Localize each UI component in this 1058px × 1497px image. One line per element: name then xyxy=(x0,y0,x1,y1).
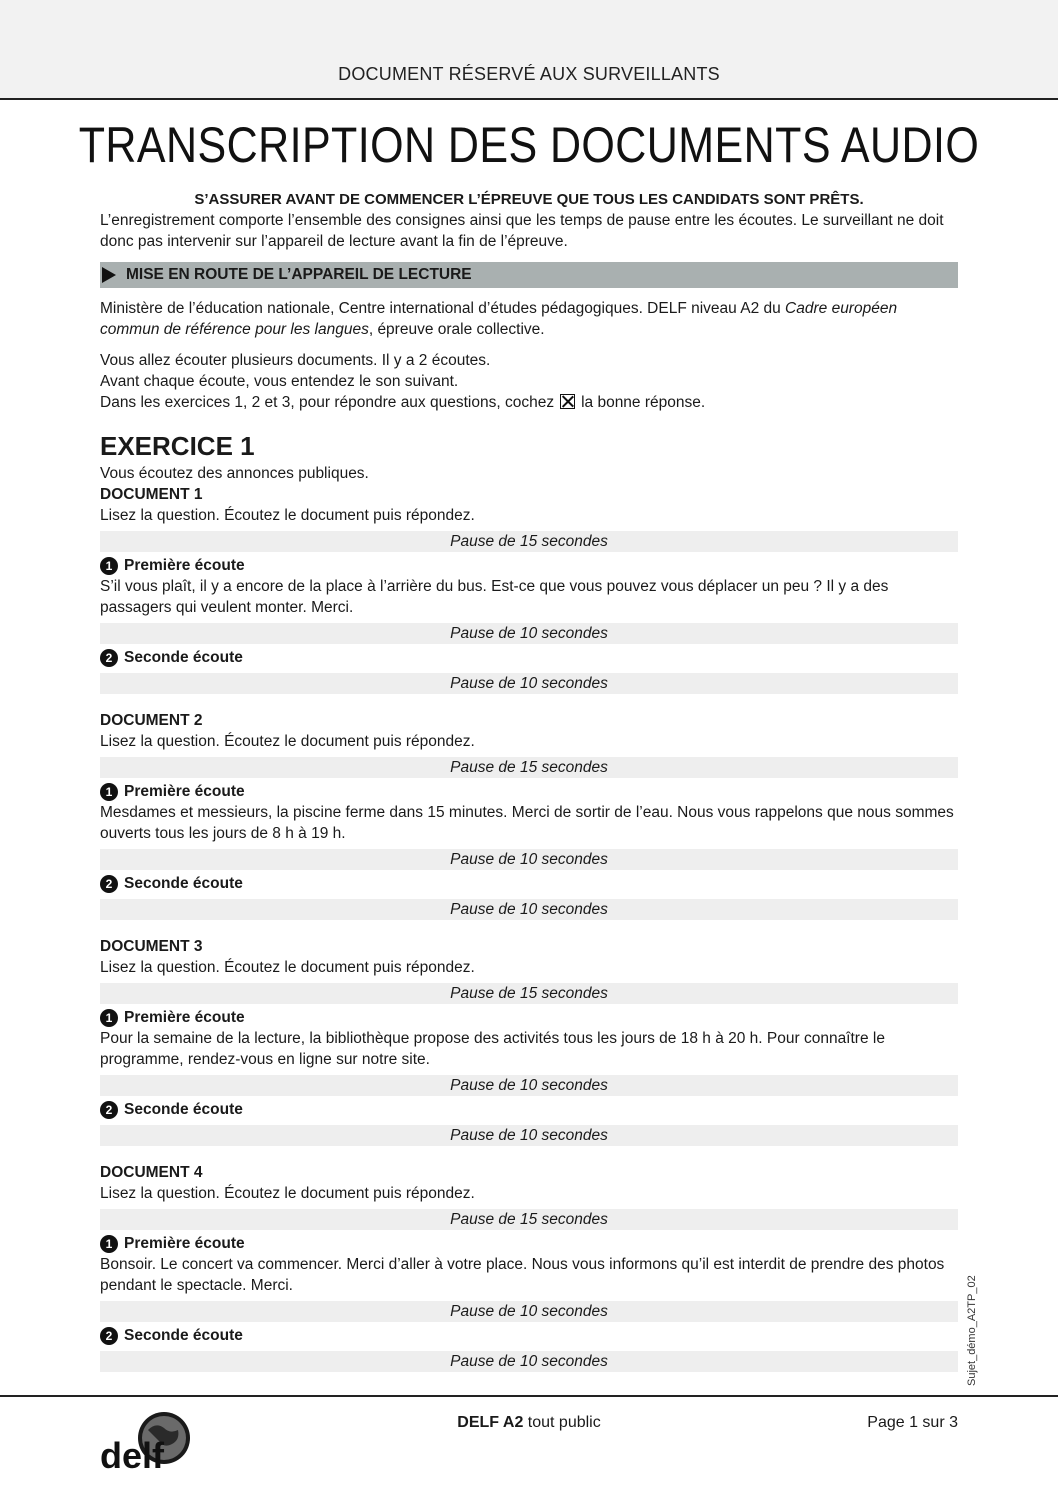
document-title: DOCUMENT 4 xyxy=(100,1164,203,1181)
ministry-text: Ministère de l’éducation nationale, Centre international d’études pédagogiques. DELF niveau A2 du xyxy=(100,300,786,317)
first-listening xyxy=(100,1233,958,1254)
first-listening xyxy=(100,781,958,802)
second-listening xyxy=(100,873,958,894)
document-block xyxy=(100,936,958,1146)
pause-band: Pause de 10 secondes xyxy=(100,849,958,870)
page-title: TRANSCRIPTION DES DOCUMENTS AUDIO xyxy=(78,117,980,173)
document-title: DOCUMENT 3 xyxy=(100,938,203,955)
document-question: Lisez la question. Écoutez le document puis répondez. xyxy=(100,733,475,750)
document-title: DOCUMENT 1 xyxy=(100,486,203,503)
document-question: Lisez la question. Écoutez le document puis répondez. xyxy=(100,507,475,524)
page-number: Page 1 sur 3 xyxy=(867,1414,958,1431)
header-band xyxy=(0,0,1058,100)
section-header xyxy=(100,262,958,288)
second-listening xyxy=(100,1325,958,1346)
instruction-line: Avant chaque écoute, vous entendez le son suivant. xyxy=(100,373,459,390)
first-listening-label: Première écoute xyxy=(124,556,245,574)
first-listening-label: Première écoute xyxy=(124,1008,245,1026)
document-list xyxy=(100,484,958,1372)
pause-band: Pause de 10 secondes xyxy=(100,1351,958,1372)
transcript-text: Mesdames et messieurs, la piscine ferme dans 15 minutes. Merci de sortir de l’eau. Nous vous rappelons que nous sommes ouverts tous les jours de 8 h à 19 h. xyxy=(100,804,954,842)
number-one-icon: 1 xyxy=(100,557,118,575)
number-two-icon: 2 xyxy=(100,1101,118,1119)
document-block xyxy=(100,484,958,694)
exercise-title: EXERCICE 1 xyxy=(100,431,255,461)
document-question: Lisez la question. Écoutez le document puis répondez. xyxy=(100,959,475,976)
ministry-text-end: , épreuve orale collective. xyxy=(368,321,545,338)
second-listening-label: Seconde écoute xyxy=(124,1100,243,1118)
ministry-paragraph xyxy=(100,298,958,340)
document-question: Lisez la question. Écoutez le document puis répondez. xyxy=(100,1185,475,1202)
first-listening xyxy=(100,555,958,576)
footer-divider xyxy=(0,1395,1058,1397)
instruction-line: Vous allez écouter plusieurs documents. Il y a 2 écoutes. xyxy=(100,352,491,369)
first-listening-label: Première écoute xyxy=(124,1234,245,1252)
exam-level: DELF A2 xyxy=(457,1414,524,1431)
pause-band: Pause de 15 secondes xyxy=(100,757,958,778)
second-listening-label: Seconde écoute xyxy=(124,648,243,666)
section-title: MISE EN ROUTE DE L’APPAREIL DE LECTURE xyxy=(126,266,472,283)
reserved-notice: DOCUMENT RÉSERVÉ AUX SURVEILLANTS xyxy=(338,64,720,84)
side-code: Sujet_démo_A2TP_02 xyxy=(966,1275,978,1386)
pause-band: Pause de 10 secondes xyxy=(100,1125,958,1146)
document-block xyxy=(100,710,958,920)
instruction-line xyxy=(100,392,958,413)
pause-band: Pause de 10 secondes xyxy=(100,899,958,920)
document-block xyxy=(100,1162,958,1372)
transcript-text: Pour la semaine de la lecture, la bibliothèque propose des activités tous les jours de 18 h à 20 h. Pour connaître le programme, rendez-vous en ligne sur notre site. xyxy=(100,1030,885,1068)
number-one-icon: 1 xyxy=(100,1009,118,1027)
number-two-icon: 2 xyxy=(100,649,118,667)
play-triangle-icon xyxy=(102,267,116,283)
second-listening-label: Seconde écoute xyxy=(124,874,243,892)
instruction-text-end: la bonne réponse. xyxy=(581,394,706,411)
number-one-icon: 1 xyxy=(100,783,118,801)
second-listening xyxy=(100,647,958,668)
pause-band: Pause de 10 secondes xyxy=(100,1075,958,1096)
second-listening xyxy=(100,1099,958,1120)
instructions-block xyxy=(100,350,958,413)
second-listening-label: Seconde écoute xyxy=(124,1326,243,1344)
number-one-icon: 1 xyxy=(100,1235,118,1253)
transcript-text: S’il vous plaît, il y a encore de la place à l’arrière du bus. Est-ce que vous pouvez vous déplacer un peu ? Il y a des passagers qui veulent monter. Merci. xyxy=(100,578,889,616)
exam-audience: tout public xyxy=(523,1414,601,1431)
first-listening xyxy=(100,1007,958,1028)
instruction-text: Dans les exercices 1, 2 et 3, pour répondre aux questions, cochez xyxy=(100,394,555,411)
pause-band: Pause de 10 secondes xyxy=(100,623,958,644)
exercise-instruction: Vous écoutez des annonces publiques. xyxy=(100,465,369,482)
logo-wordmark: delf xyxy=(100,1435,165,1474)
checked-box-icon xyxy=(560,394,575,409)
framework-title: Cadre européen commun de référence pour les langues xyxy=(100,300,898,338)
recording-note: L’enregistrement comporte l’ensemble des consignes ainsi que les temps de pause entre les écoutes. Le surveillant ne doit donc pas intervenir sur l’appareil de lecture avant la fin de l’épreuve. xyxy=(100,212,944,250)
first-listening-label: Première écoute xyxy=(124,782,245,800)
warning-notice: S’ASSURER AVANT DE COMMENCER L’ÉPREUVE QUE TOUS LES CANDIDATS SONT PRÊTS. xyxy=(194,191,864,208)
transcript-text: Bonsoir. Le concert va commencer. Merci d’aller à votre place. Nous vous informons qu’il est interdit de prendre des photos pendant le spectacle. Merci. xyxy=(100,1256,945,1294)
pause-band: Pause de 15 secondes xyxy=(100,983,958,1004)
pause-band: Pause de 10 secondes xyxy=(100,1301,958,1322)
pause-band: Pause de 10 secondes xyxy=(100,673,958,694)
pause-band: Pause de 15 secondes xyxy=(100,1209,958,1230)
pause-band: Pause de 15 secondes xyxy=(100,531,958,552)
document-title: DOCUMENT 2 xyxy=(100,712,203,729)
number-two-icon: 2 xyxy=(100,875,118,893)
number-two-icon: 2 xyxy=(100,1327,118,1345)
page-content xyxy=(100,190,958,1375)
